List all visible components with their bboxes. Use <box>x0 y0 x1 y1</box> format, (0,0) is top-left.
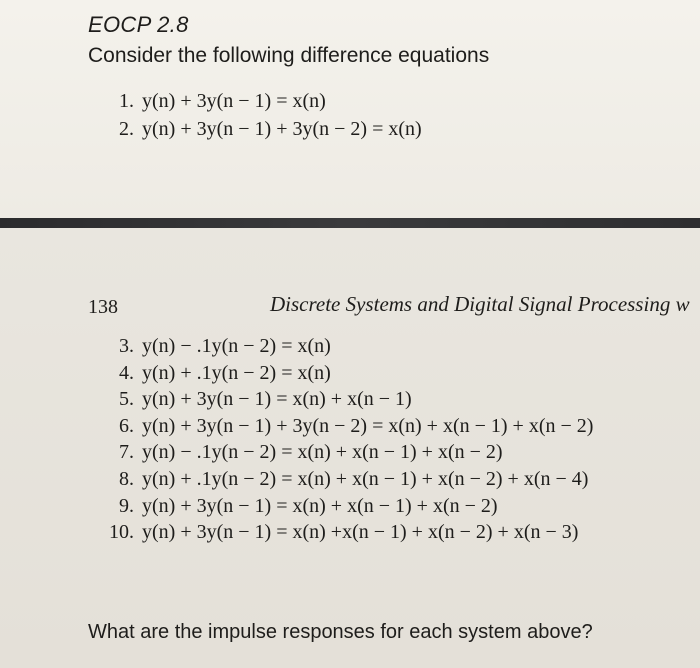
equation-number: 2. <box>119 118 134 140</box>
equation-number: 1. <box>119 90 134 112</box>
equation-text: y(n) + 3y(n − 1) = x(n) + x(n − 1) <box>142 388 412 411</box>
equation-text: y(n) + 3y(n − 1) + 3y(n − 2) = x(n) + x(n − 1) + x(n − 2) <box>142 414 594 437</box>
equation-number: 10. <box>109 521 134 544</box>
equation-item <box>88 493 593 520</box>
equation-number: 4. <box>119 361 134 384</box>
equation-number: 5. <box>119 388 134 411</box>
problem-heading: EOCP 2.8 <box>88 12 189 37</box>
equation-number: 8. <box>119 467 134 490</box>
equation-item <box>88 519 593 546</box>
equation-text: y(n) + 3y(n − 1) + 3y(n − 2) = x(n) <box>142 118 422 140</box>
equation-item <box>88 87 422 115</box>
question-text: What are the impulse responses for each system above? <box>88 621 593 643</box>
equation-item <box>88 413 593 440</box>
equation-item <box>88 439 593 466</box>
equation-text: y(n) + .1y(n − 2) = x(n) <box>142 361 331 384</box>
equation-text: y(n) + .1y(n − 2) = x(n) + x(n − 1) + x(n − 2) + x(n − 4) <box>142 467 589 490</box>
page-number: 138 <box>88 296 118 318</box>
equation-text: y(n) + 3y(n − 1) = x(n) +x(n − 1) + x(n − 2) + x(n − 3) <box>142 521 579 544</box>
equation-list-bottom <box>88 333 593 546</box>
equation-item <box>88 115 422 143</box>
equation-item <box>88 386 593 413</box>
equation-item <box>88 333 593 360</box>
equation-number: 3. <box>119 335 134 357</box>
top-page <box>0 0 700 218</box>
problem-intro: Consider the following difference equations <box>88 44 490 67</box>
page-divider <box>0 218 700 228</box>
equation-list-top <box>88 87 422 143</box>
equation-number: 6. <box>119 414 134 437</box>
equation-item <box>88 360 593 387</box>
equation-text: y(n) − .1y(n − 2) = x(n) + x(n − 1) + x(n − 2) <box>142 441 503 464</box>
equation-text: y(n) + 3y(n − 1) = x(n) <box>142 90 326 112</box>
running-head: Discrete Systems and Digital Signal Processing w <box>270 292 690 316</box>
equation-number: 7. <box>119 441 134 464</box>
equation-item <box>88 466 593 493</box>
equation-number: 9. <box>119 494 134 517</box>
equation-text: y(n) + 3y(n − 1) = x(n) + x(n − 1) + x(n − 2) <box>142 494 498 517</box>
equation-text: y(n) − .1y(n − 2) = x(n) <box>142 335 331 357</box>
